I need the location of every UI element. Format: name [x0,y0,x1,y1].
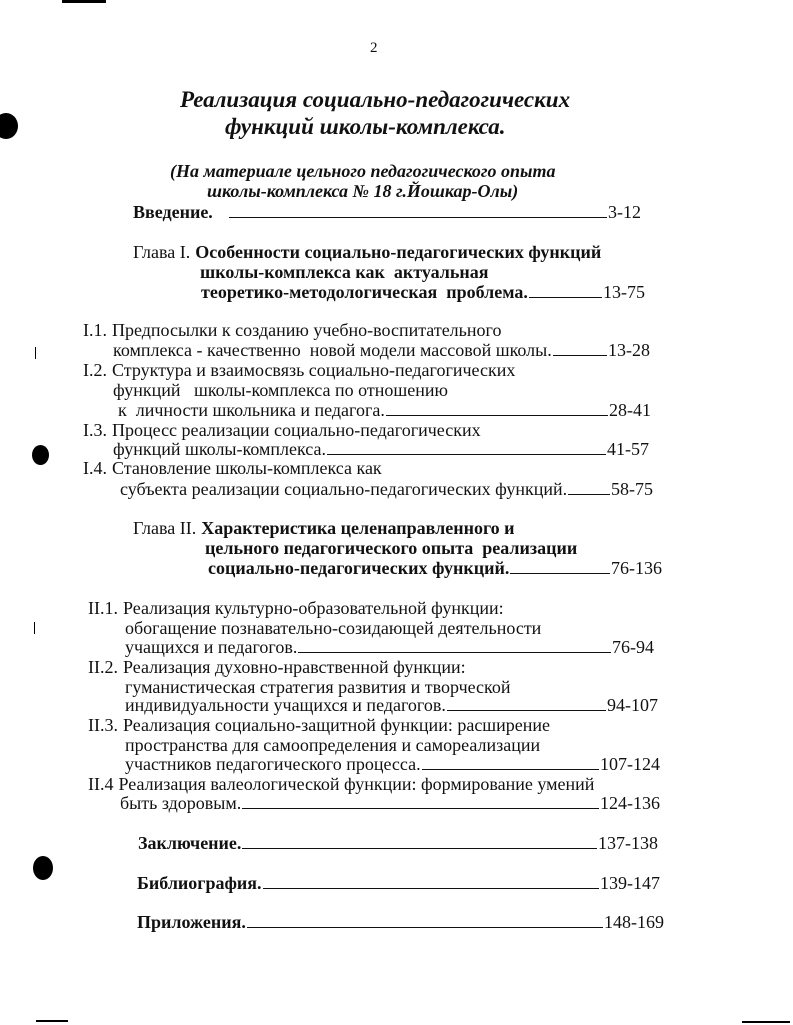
toc-page-range: 28-41 [609,400,651,420]
toc-entry-appendices [137,912,664,932]
toc-leader-line [247,927,603,928]
section-text: Предпосылки к созданию учебно-воспитательного [112,320,502,340]
document-subtitle-line: (На материале цельного педагогического опыта [170,161,556,181]
section-text: быть здоровым. [120,793,242,813]
toc-section-line [83,320,501,340]
chapter-label: Глава I. [133,242,191,262]
toc-leader-line [229,217,607,218]
toc-section-line [83,458,382,478]
toc-leader-line [386,415,608,416]
document-subtitle-line: школы-комплекса № 18 г.Йошкар-Олы) [207,181,519,201]
toc-page-range: 94-107 [607,695,658,715]
section-text: учащихся и педагогов. [125,637,298,657]
scan-artifact [36,1020,68,1022]
section-text: индивидуальности учащихся и педагогов. [125,695,446,715]
section-number: II.1. [88,598,118,618]
toc-section-line [88,774,594,794]
toc-leader-line [242,808,599,809]
toc-entry-section [125,637,654,657]
section-text: комплекса - качественно новой модели массовой школы. [113,340,552,360]
toc-leader-line [529,297,602,298]
section-text: Становление школы-комплекса как [112,458,382,478]
toc-section-line [125,618,541,638]
toc-entry-chapter-1 [201,282,645,302]
toc-section-line [88,657,466,677]
punch-hole-mark [0,113,18,139]
section-text: Реализация валеологической функции: формирование умений [118,774,595,794]
section-text: Реализация социально-защитной функции: расширение [123,715,551,735]
toc-section-line [88,598,504,618]
section-number: II.4 [88,774,114,794]
toc-page-range: 139-147 [600,873,660,893]
toc-page-range: 124-136 [600,793,660,813]
section-number: II.3. [88,715,118,735]
toc-leader-line [447,710,606,711]
scan-artifact [742,1021,790,1023]
toc-chapter-heading [133,518,515,538]
toc-section-line [83,420,481,440]
page-number: 2 [370,40,378,56]
toc-page-range: 41-57 [607,439,649,459]
toc-page-range: 76-94 [612,637,654,657]
toc-leader-line [242,848,597,849]
chapter-title-text: цельного педагогического опыта реализации [205,538,578,558]
toc-page-range: 3-12 [608,202,641,222]
chapter-title-line: теоретико-методологическая проблема. [201,282,528,302]
toc-entry-section [125,754,660,774]
punch-hole-mark [33,856,53,880]
toc-leader-line [568,494,610,495]
toc-leader-line [263,888,599,889]
section-number: I.3. [83,420,107,440]
toc-entry-section [125,695,658,715]
section-text: функций школы-комплекса. [113,439,326,459]
toc-leader-line [553,355,607,356]
toc-entry-section [118,400,651,420]
toc-section-line [88,715,550,735]
toc-section-line [113,380,448,400]
section-text: к личности школьника и педагога. [118,400,385,420]
toc-page-range: 76-136 [611,558,662,578]
scan-artifact [35,347,36,359]
section-text: гуманистическая стратегия развития и творческой [125,677,511,697]
section-text: участников педагогического процесса. [125,754,421,774]
section-text: пространства для самоопределения и самореализации [125,735,541,755]
toc-entry-label: Библиография. [137,873,262,893]
toc-page-range: 13-28 [608,340,650,360]
scan-artifact [62,0,106,3]
toc-entry-conclusion [138,833,658,853]
toc-section-line [125,735,540,755]
section-number: II.2. [88,657,118,677]
toc-entry-chapter-2 [208,558,662,578]
toc-page-range: 148-169 [604,912,664,932]
section-text: субъекта реализации социально-педагогических функций. [120,479,568,499]
toc-section-line [83,360,515,380]
document-title-line: функций школы-комплекса. [225,114,506,139]
toc-entry-section [113,439,649,459]
toc-page-range: 107-124 [600,754,660,774]
section-number: I.2. [83,360,107,380]
chapter-title-line: Особенности социально-педагогических функций [195,242,602,262]
toc-page-range: 58-75 [611,479,653,499]
section-text: обогащение познавательно-созидающей деятельности [125,618,542,638]
toc-entry-label: Введение. [133,202,213,222]
chapter-title-line [205,538,577,558]
toc-section-line [125,677,511,697]
toc-entry-bibliography [137,873,660,893]
section-number: I.4. [83,458,107,478]
toc-page-range: 137-138 [598,833,658,853]
punch-hole-mark [32,445,49,465]
chapter-title-text: школы-комплекса как актуальная [200,262,489,282]
scan-artifact [34,622,35,634]
chapter-title-line [200,262,488,282]
chapter-title-line: Характеристика целенаправленного и [201,518,515,538]
section-text: Реализация культурно-образовательной функции: [123,598,504,618]
document-title-line: Реализация социально-педагогических [180,87,571,112]
section-number: I.1. [83,320,107,340]
section-text: Структура и взаимосвязь социально-педагогических [112,360,516,380]
toc-leader-line [422,769,599,770]
toc-entry-introduction [133,202,641,222]
toc-entry-section [120,793,660,813]
toc-chapter-heading [133,242,601,262]
section-text: функций школы-комплекса по отношению [113,380,448,400]
toc-entry-section [120,479,653,499]
chapter-label: Глава II. [133,518,197,538]
toc-page-range: 13-75 [603,282,645,302]
toc-entry-label: Заключение. [138,833,242,853]
toc-leader-line [327,454,606,455]
toc-leader-line [510,573,610,574]
toc-entry-label: Приложения. [137,912,246,932]
toc-leader-line [298,652,611,653]
section-text: Реализация духовно-нравственной функции: [123,657,466,677]
toc-entry-section [113,340,650,360]
section-text: Процесс реализации социально-педагогических [112,420,481,440]
chapter-title-line: социально-педагогических функций. [208,558,510,578]
